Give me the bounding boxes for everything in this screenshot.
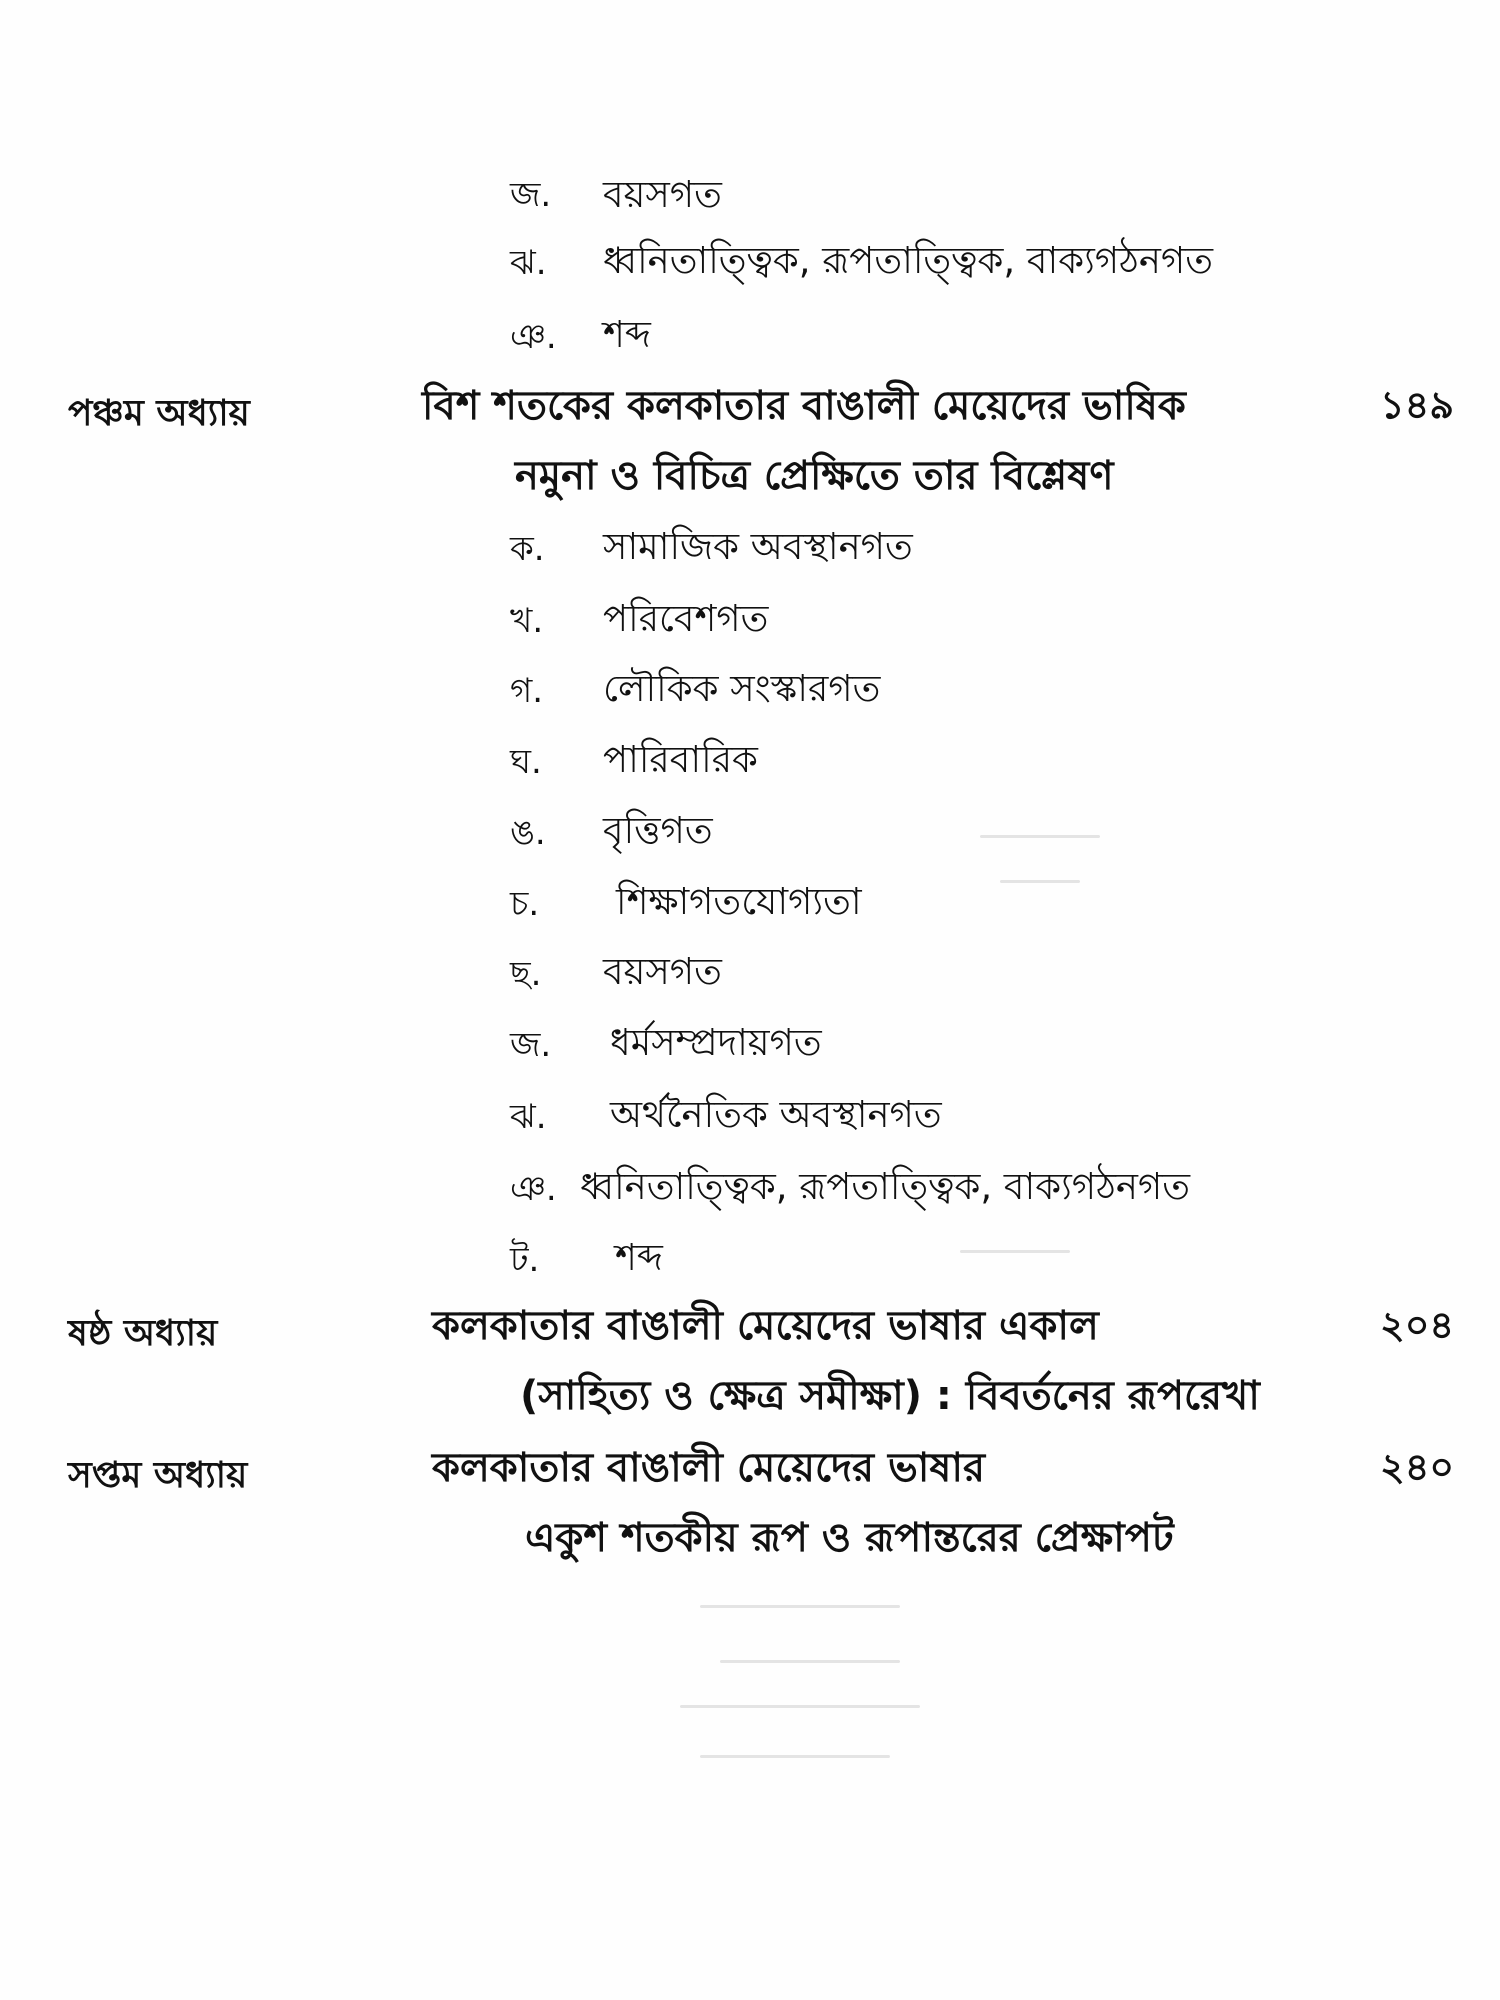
bleed-through-line xyxy=(720,1660,900,1663)
item-text: বৃত্তিগত xyxy=(603,809,713,852)
item-marker: চ. xyxy=(510,884,540,924)
item-marker: ছ. xyxy=(510,954,542,994)
chapter-page-number: ২০৪ xyxy=(1380,1303,1455,1347)
item-text: বয়সগত xyxy=(603,173,722,216)
bleed-through-line xyxy=(700,1605,900,1608)
item-text: শব্দ xyxy=(603,313,651,356)
chapter-title-line2: নমুনা ও বিচিত্র প্রেক্ষিতে তার বিশ্লেষণ xyxy=(515,453,1114,499)
chapter-page-number: ১৪৯ xyxy=(1380,383,1454,427)
chapter-label: পঞ্চম অধ্যায় xyxy=(68,393,250,434)
chapter-title-line2: (সাহিত্য ও ক্ষেত্র সমীক্ষা) : বিবর্তনের রূপরেখা xyxy=(520,1373,1260,1419)
item-marker: জ. xyxy=(510,1025,552,1065)
item-text: লৌকিক সংস্কারগত xyxy=(603,667,881,710)
chapter-label: ষষ্ঠ অধ্যায় xyxy=(68,1313,218,1354)
item-text: বয়সগত xyxy=(603,950,722,993)
item-text: শিক্ষাগতযোগ্যতা xyxy=(616,880,862,923)
item-marker: ঞ. xyxy=(510,317,557,357)
item-marker: ঘ. xyxy=(510,742,542,782)
item-marker: ক. xyxy=(510,529,545,569)
item-text: সামাজিক অবস্থানগত xyxy=(603,525,913,568)
item-marker: জ. xyxy=(510,175,552,215)
chapter-title-line1: কলকাতার বাঙালী মেয়েদের ভাষার xyxy=(432,1445,986,1491)
bleed-through-line xyxy=(700,1755,890,1758)
chapter-title-line1: বিশ শতকের কলকাতার বাঙালী মেয়েদের ভাষিক xyxy=(422,383,1186,429)
item-text: ধ্বনিতাত্ত্বিক, রূপতাত্ত্বিক, বাক্যগঠনগত xyxy=(580,1165,1190,1208)
chapter-title-line2: একুশ শতকীয় রূপ ও রূপান্তরের প্রেক্ষাপট xyxy=(525,1515,1174,1561)
item-marker: গ. xyxy=(510,671,544,711)
item-marker: ঙ. xyxy=(510,813,546,853)
item-text: শব্দ xyxy=(615,1236,663,1279)
bleed-through-line xyxy=(1000,880,1080,883)
item-marker: ট. xyxy=(510,1240,540,1280)
item-marker: ঝ. xyxy=(510,243,547,283)
item-text: ধর্মসম্প্রদায়গত xyxy=(610,1021,822,1064)
item-text: পারিবারিক xyxy=(603,738,758,781)
chapter-title-line1: কলকাতার বাঙালী মেয়েদের ভাষার একাল xyxy=(432,1303,1099,1349)
item-marker: ঞ. xyxy=(510,1169,557,1209)
item-text: ধ্বনিতাত্ত্বিক, রূপতাত্ত্বিক, বাক্যগঠনগত xyxy=(603,239,1213,282)
bleed-through-line xyxy=(960,1250,1070,1253)
item-text: পরিবেশগত xyxy=(603,597,769,640)
chapter-page-number: ২৪০ xyxy=(1380,1445,1455,1489)
chapter-label: সপ্তম অধ্যায় xyxy=(68,1455,248,1496)
bleed-through-line xyxy=(680,1705,920,1708)
item-text: অর্থনৈতিক অবস্থানগত xyxy=(610,1093,942,1136)
bleed-through-line xyxy=(980,835,1100,838)
item-marker: ঝ. xyxy=(510,1097,547,1137)
item-marker: খ. xyxy=(510,601,544,641)
